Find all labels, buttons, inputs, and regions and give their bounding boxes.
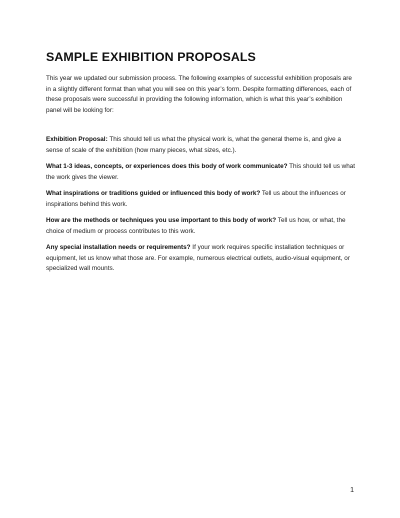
section-text: This should tell us what the physical work is, what the general theme is, and give a sense of scale of the exhibition (how many pieces, what sizes, etc.). <box>46 136 342 154</box>
intro-paragraph: This year we updated our submission process. The following examples of successful exhibition proposals are in a slightly different format than what you will see on this year’s form. Despite formatting differences, each of these proposals were successful in providing the following information, which is what this year’s exhibition panel will be looking for: <box>46 75 352 114</box>
section-ideas-concepts <box>46 162 358 183</box>
section-exhibition-proposal <box>46 135 358 156</box>
section-question: Any special installation needs or requirements? <box>46 244 191 251</box>
proposal-sections <box>46 135 358 275</box>
section-question: What 1-3 ideas, concepts, or experiences does this body of work communicate? <box>46 163 288 170</box>
section-question: What inspirations or traditions guided or influenced this body of work? <box>46 190 261 197</box>
section-text: If your work requires specific installation techniques or equipment, let us know what those are. For example, numerous electrical outlets, audio-visual equipment, or specialized wall mounts. <box>46 244 350 272</box>
section-text: Tell us about the influences or inspirations behind this work. <box>46 190 346 208</box>
section-text: Tell us how, or what, the choice of medium or process contributes to this work. <box>46 217 346 235</box>
document-page <box>46 50 358 281</box>
section-methods-techniques <box>46 216 358 237</box>
section-installation-needs <box>46 243 358 275</box>
section-inspirations <box>46 189 358 210</box>
document-title: SAMPLE EXHIBITION PROPOSALS <box>46 50 256 64</box>
section-text: This should tell us what the work gives the viewer. <box>46 163 356 181</box>
page-number: 1 <box>350 487 354 494</box>
section-question: How are the methods or techniques you use important to this body of work? <box>46 217 277 224</box>
section-question: Exhibition Proposal: <box>46 136 108 143</box>
